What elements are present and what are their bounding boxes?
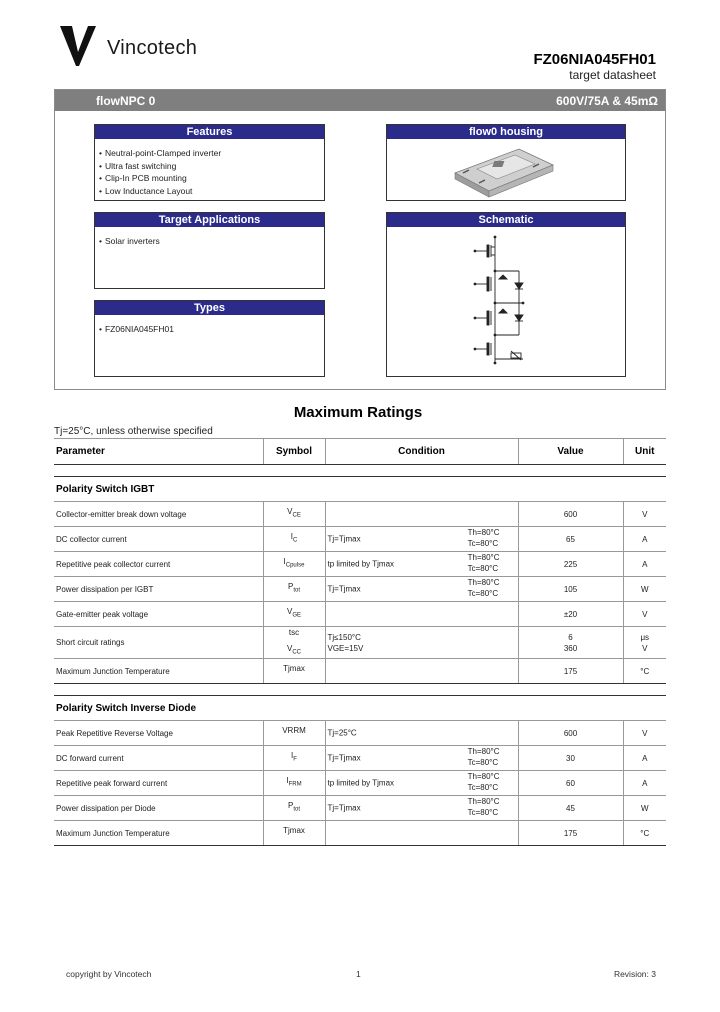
vincotech-logo-icon: [58, 24, 98, 68]
value-cell: [518, 577, 623, 602]
symbol-cell: [263, 659, 325, 684]
symbol-line: [266, 627, 323, 643]
housing-card: [386, 124, 626, 201]
value-text: 105: [563, 584, 578, 594]
symbol-stack: [266, 556, 323, 572]
parameter-cell: Gate-emitter peak voltage: [54, 602, 263, 627]
symbol-line: [266, 531, 323, 547]
symbol-text: I: [291, 751, 294, 761]
default-condition-note: Tj=25°C, unless otherwise specified: [54, 426, 213, 437]
value-cell: [518, 527, 623, 552]
housing-heading: flow0 housing: [387, 125, 625, 139]
parameter-cell: Repetitive peak forward current: [54, 771, 263, 796]
symbol-line: [266, 725, 323, 741]
symbol-text: I: [286, 776, 289, 786]
symbol-line: [266, 663, 323, 679]
symbol-stack: [266, 750, 323, 766]
unit-cell: [623, 552, 666, 577]
symbol-text: P: [287, 801, 294, 811]
condition-text: tp limited by Tjmax: [327, 778, 395, 788]
maximum-ratings-table: [54, 438, 666, 846]
features-heading: Features: [95, 125, 324, 139]
table-row: [54, 502, 666, 527]
value-text: 360: [563, 643, 578, 653]
value-cell: [518, 552, 623, 577]
condition-text: Tj=Tjmax: [327, 753, 361, 763]
temperature-condition: Th=80°C: [467, 528, 500, 537]
temperature-conditions: [468, 797, 500, 818]
table-row: [54, 627, 666, 659]
symbol-stack: [266, 825, 323, 841]
symbol-text: I: [290, 532, 293, 542]
condition-text: Tj=Tjmax: [327, 534, 361, 544]
value-text: 225: [563, 559, 578, 569]
unit-stack: [626, 584, 665, 595]
value-cell: [518, 659, 623, 684]
unit-text: A: [642, 753, 648, 763]
unit-stack: [626, 728, 665, 739]
symbol-stack: [266, 531, 323, 547]
column-header-unit: Unit: [623, 439, 666, 465]
value-cell: [518, 796, 623, 821]
unit-stack: [626, 666, 665, 677]
schematic-heading: Schematic: [387, 213, 625, 227]
value-cell: [518, 771, 623, 796]
temperature-condition: Th=80°C: [467, 553, 500, 562]
value-cell: [518, 627, 623, 659]
value-stack: [521, 666, 621, 677]
symbol-cell: [263, 527, 325, 552]
value-text: 65: [566, 534, 575, 544]
product-rating: 600V/75A & 45mΩ: [556, 94, 658, 108]
symbol-cell: [263, 602, 325, 627]
section-spacer: [54, 684, 666, 696]
condition-line: Tj≤150°C: [327, 632, 361, 642]
symbol-subscript: GE: [292, 612, 301, 619]
unit-text: V: [642, 728, 648, 738]
symbol-stack: [266, 775, 323, 791]
maximum-ratings-title: Maximum Ratings: [293, 404, 423, 421]
value-text: 600: [563, 509, 578, 519]
symbol-line: [266, 800, 323, 816]
temperature-condition: Th=80°C: [467, 747, 500, 757]
table-row: [54, 577, 666, 602]
column-header-parameter: Parameter: [54, 439, 263, 465]
list-item: • Low Inductance Layout: [99, 185, 221, 198]
types-list: [99, 323, 174, 336]
value-cell: [518, 502, 623, 527]
value-text: 6: [568, 632, 573, 642]
symbol-line: [266, 506, 323, 522]
symbol-cell: [263, 771, 325, 796]
parameter-cell: DC forward current: [54, 746, 263, 771]
table-row: [54, 552, 666, 577]
temperature-condition: Tc=80°C: [467, 588, 499, 598]
table-row: [54, 721, 666, 746]
symbol-text: V: [286, 607, 293, 617]
unit-cell: [623, 659, 666, 684]
condition-cell: [325, 659, 518, 684]
condition-cell: [325, 502, 518, 527]
unit-cell: [623, 746, 666, 771]
unit-stack: [626, 803, 665, 814]
condition-text: Tj=25°C: [327, 728, 357, 738]
symbol-stack: [266, 663, 323, 679]
column-header-condition: Condition: [325, 439, 518, 465]
circuit-schematic-diagram: [461, 231, 541, 371]
unit-text: V: [642, 643, 648, 653]
parameter-cell: Maximum Junction Temperature: [54, 659, 263, 684]
symbol-text: V: [286, 643, 293, 653]
types-card: [94, 300, 325, 377]
unit-stack: [626, 778, 665, 789]
symbol-stack: [266, 606, 323, 622]
unit-cell: [623, 527, 666, 552]
temperature-condition: Th=80°C: [467, 772, 500, 782]
symbol-text: Tjmax: [283, 664, 305, 674]
parameter-cell: Power dissipation per Diode: [54, 796, 263, 821]
module-housing-image: [449, 143, 559, 199]
unit-stack: [626, 559, 665, 570]
symbol-cell: [263, 746, 325, 771]
symbol-cell: [263, 577, 325, 602]
footer-copyright: copyright by Vincotech: [66, 969, 152, 979]
section-header-row: [54, 696, 666, 721]
value-stack: [521, 803, 621, 814]
unit-cell: [623, 602, 666, 627]
symbol-stack: [266, 627, 323, 658]
unit-stack: [626, 609, 665, 620]
symbol-subscript: Cpulse: [285, 562, 305, 569]
condition-cell: [325, 771, 518, 796]
unit-stack: [626, 753, 665, 764]
table-row: [54, 796, 666, 821]
parameter-cell: Repetitive peak collector current: [54, 552, 263, 577]
condition-cell: [325, 552, 518, 577]
parameter-cell: DC collector current: [54, 527, 263, 552]
value-text: 45: [566, 803, 575, 813]
symbol-text: I: [283, 557, 286, 567]
symbol-text: P: [287, 582, 294, 592]
value-stack: [521, 534, 621, 545]
unit-text: W: [640, 803, 649, 813]
symbol-stack: [266, 581, 323, 597]
value-stack: [521, 828, 621, 839]
symbol-stack: [266, 506, 323, 522]
list-item: • FZ06NIA045FH01: [99, 323, 174, 336]
table-row: [54, 659, 666, 684]
symbol-subscript: C: [292, 537, 298, 544]
unit-cell: [623, 577, 666, 602]
symbol-cell: [263, 502, 325, 527]
unit-text: A: [642, 559, 648, 569]
condition-cell: [325, 527, 518, 552]
unit-text: μs: [640, 632, 650, 642]
unit-cell: [623, 821, 666, 846]
symbol-stack: [266, 725, 323, 741]
condition-text: tp limited by Tjmax: [327, 559, 395, 569]
condition-text: Tj=Tjmax: [327, 803, 361, 813]
symbol-text: V: [287, 507, 293, 517]
symbol-subscript: CC: [292, 649, 301, 656]
parameter-cell: Power dissipation per IGBT: [54, 577, 263, 602]
temperature-conditions: [468, 772, 500, 793]
temperature-condition: Th=80°C: [467, 578, 500, 587]
symbol-text: tsc: [288, 628, 300, 637]
symbol-line: [266, 775, 323, 791]
value-stack: [521, 509, 621, 520]
value-stack: [521, 728, 621, 739]
parameter-cell: Short circuit ratings: [54, 627, 263, 659]
unit-cell: [623, 627, 666, 659]
list-item: • Clip-In PCB mounting: [99, 172, 221, 185]
list-item: • Neutral-point-Clamped inverter: [99, 147, 221, 160]
value-stack: [521, 778, 621, 789]
unit-cell: [623, 796, 666, 821]
table-row: [54, 821, 666, 846]
column-header-symbol: Symbol: [263, 439, 325, 465]
value-text: 30: [566, 753, 575, 763]
features-card: [94, 124, 325, 201]
unit-text: A: [642, 778, 648, 788]
column-header-value: Value: [518, 439, 623, 465]
temperature-conditions: [468, 528, 500, 549]
condition-cell: [325, 746, 518, 771]
parameter-cell: Collector-emitter break down voltage: [54, 502, 263, 527]
symbol-subscript: tot: [293, 587, 300, 594]
value-cell: [518, 602, 623, 627]
features-list: [99, 147, 221, 197]
part-number: FZ06NIA045FH01: [533, 51, 656, 68]
value-stack: [521, 632, 621, 654]
spacer-cell: [54, 465, 666, 477]
temperature-condition: Tc=80°C: [467, 807, 499, 817]
symbol-subscript: CE: [292, 512, 301, 519]
spacer-cell: [54, 684, 666, 696]
table-row: [54, 746, 666, 771]
symbol-line: [266, 581, 323, 597]
table-header-row: [54, 439, 666, 465]
symbol-subscript: F: [293, 756, 297, 763]
condition-cell: [325, 627, 518, 659]
temperature-condition: Tc=80°C: [467, 757, 499, 767]
symbol-text: Tjmax: [283, 826, 305, 836]
value-stack: [521, 584, 621, 595]
symbol-line: [266, 825, 323, 841]
symbol-stack: [266, 800, 323, 816]
temperature-conditions: [468, 578, 500, 599]
value-text: ±20: [563, 609, 578, 619]
temperature-condition: Tc=80°C: [467, 563, 499, 573]
footer-revision: Revision: 3: [613, 969, 656, 979]
condition-cell: [325, 821, 518, 846]
applications-list: [99, 235, 160, 248]
target-applications-card: [94, 212, 325, 289]
symbol-line: [266, 606, 323, 622]
unit-text: V: [642, 609, 648, 619]
temperature-conditions: [468, 553, 500, 574]
condition-cell: [325, 721, 518, 746]
condition-stack: [328, 632, 364, 654]
unit-text: °C: [640, 666, 650, 676]
condition-cell: [325, 796, 518, 821]
unit-stack: [626, 534, 665, 545]
symbol-cell: [263, 552, 325, 577]
condition-cell: [325, 577, 518, 602]
schematic-card: [386, 212, 626, 377]
table-row: [54, 602, 666, 627]
value-cell: [518, 821, 623, 846]
table-row: [54, 771, 666, 796]
footer-page-number: 1: [356, 969, 361, 979]
symbol-cell: [263, 796, 325, 821]
unit-text: W: [640, 584, 649, 594]
unit-cell: [623, 502, 666, 527]
temperature-conditions: [468, 747, 500, 768]
value-stack: [521, 559, 621, 570]
condition-text: Tj=Tjmax: [327, 584, 361, 594]
unit-text: V: [642, 509, 648, 519]
condition-cell: [325, 602, 518, 627]
symbol-cell: [263, 821, 325, 846]
temperature-condition: Tc=80°C: [467, 538, 499, 548]
unit-text: A: [642, 534, 648, 544]
applications-heading: Target Applications: [95, 213, 324, 227]
symbol-subscript: tot: [293, 806, 300, 813]
section-spacer: [54, 465, 666, 477]
section-title: Polarity Switch Inverse Diode: [54, 696, 666, 721]
table-row: [54, 527, 666, 552]
value-cell: [518, 721, 623, 746]
section-header-row: [54, 477, 666, 502]
symbol-text: VRRM: [282, 726, 306, 736]
temperature-condition: Tc=80°C: [467, 782, 499, 792]
value-stack: [521, 609, 621, 620]
list-item: • Ultra fast switching: [99, 160, 221, 173]
unit-stack: [626, 828, 665, 839]
symbol-cell: [263, 721, 325, 746]
value-text: 175: [563, 828, 578, 838]
temperature-condition: Th=80°C: [467, 797, 500, 807]
unit-cell: [623, 771, 666, 796]
unit-text: °C: [640, 828, 650, 838]
symbol-line: [266, 643, 323, 659]
document-type: target datasheet: [569, 68, 656, 82]
value-stack: [521, 753, 621, 764]
symbol-line: [266, 556, 323, 572]
value-text: 600: [563, 728, 578, 738]
value-cell: [518, 746, 623, 771]
section-title: Polarity Switch IGBT: [54, 477, 666, 502]
value-text: 175: [563, 666, 578, 676]
symbol-subscript: FRM: [288, 781, 302, 788]
condition-line: VGE=15V: [327, 643, 364, 653]
list-item: • Solar inverters: [99, 235, 160, 248]
value-text: 60: [566, 778, 575, 788]
brand-name: Vincotech: [107, 37, 198, 59]
parameter-cell: Peak Repetitive Reverse Voltage: [54, 721, 263, 746]
unit-stack: [626, 632, 665, 654]
symbol-cell: [263, 627, 325, 659]
unit-stack: [626, 509, 665, 520]
product-family-title: flowNPC 0: [96, 94, 156, 108]
symbol-line: [266, 750, 323, 766]
types-heading: Types: [95, 301, 324, 315]
parameter-cell: Maximum Junction Temperature: [54, 821, 263, 846]
unit-cell: [623, 721, 666, 746]
